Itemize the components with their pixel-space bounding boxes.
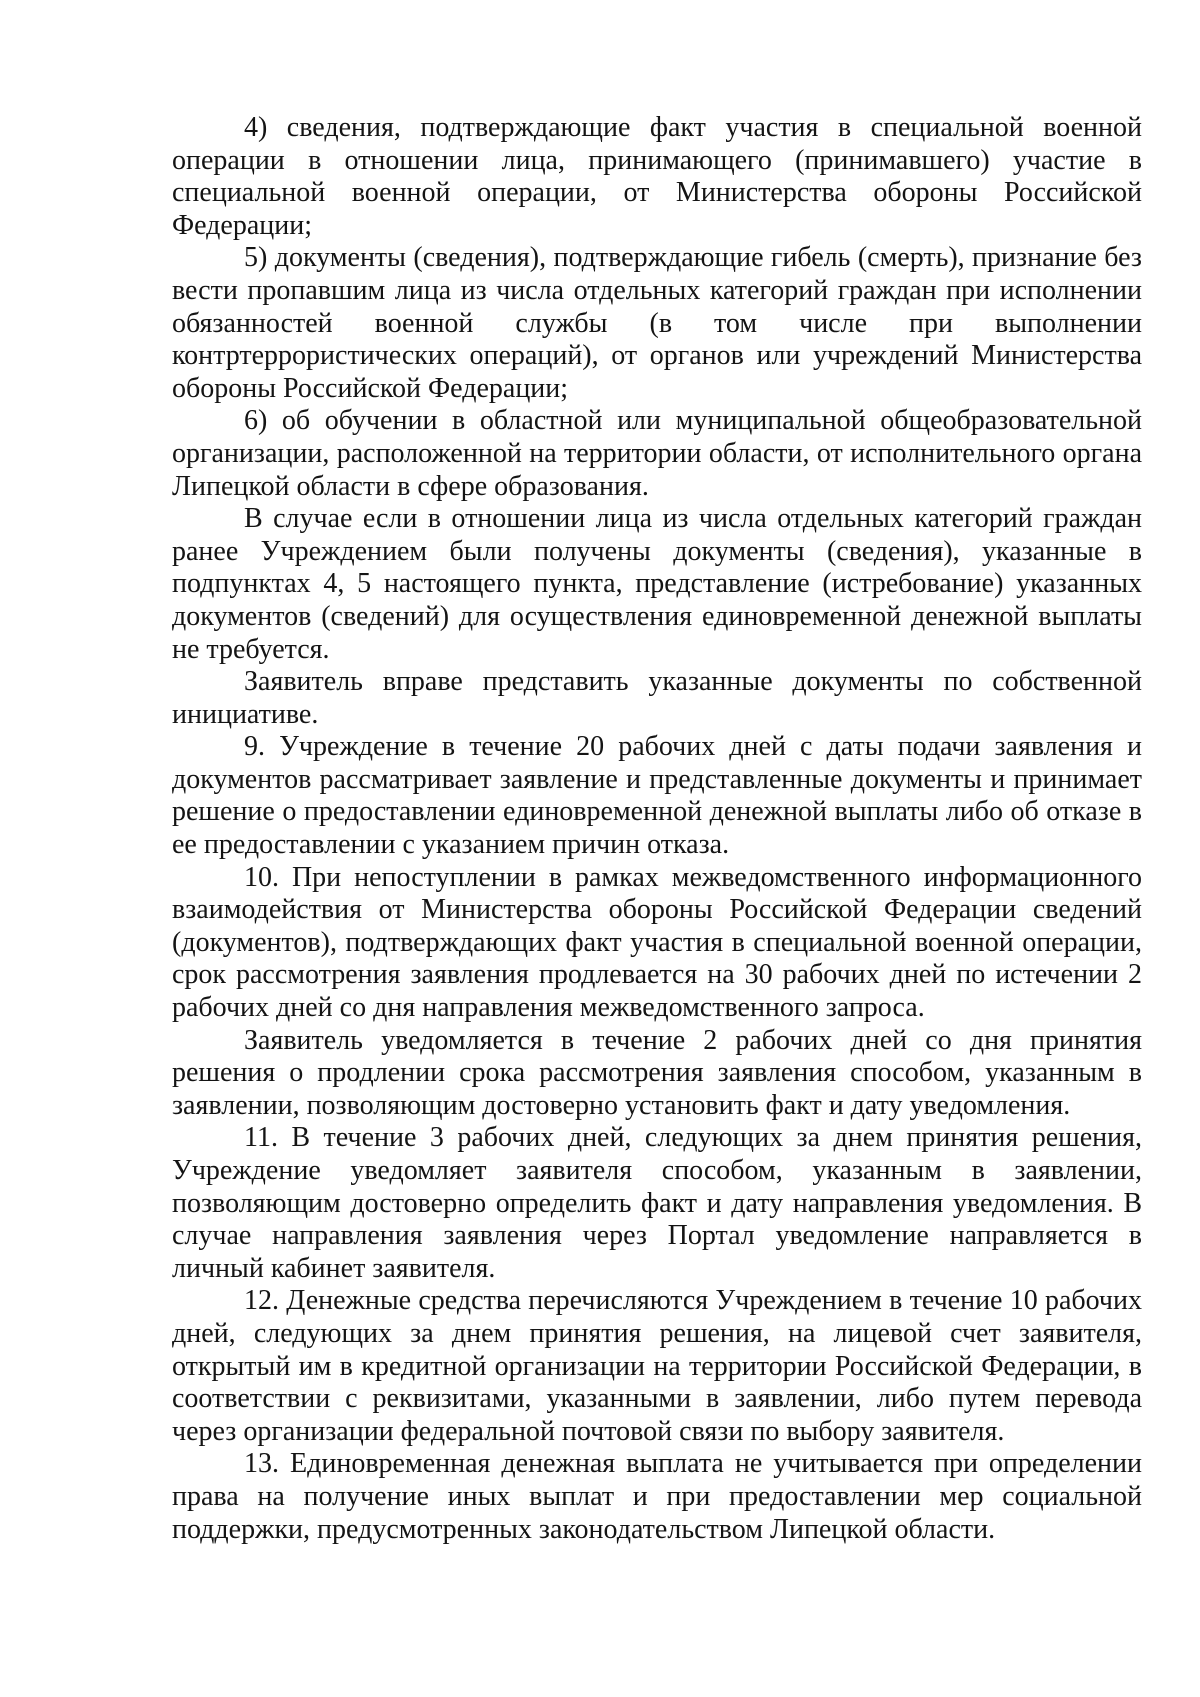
paragraph-previous-documents-note: В случае если в отношении лица из числа отдельных категорий граждан ранее Учреждением были получены документы (сведения), указанные в подпунктах 4, 5 настоящего пункта, представление (истребование) указанных документов (сведений) для осуществления единовременной денежной выплаты не требуется.	[172, 503, 1142, 665]
paragraph-item-5: 5) документы (сведения), подтверждающие гибель (смерть), признание без вести пропавшим лица из числа отдельных категорий граждан при исполнении обязанностей военной службы (в том числе при выполнении контртеррористических операций), от органов или учреждений Министерства обороны Российской Федерации;	[172, 242, 1142, 404]
paragraph-item-4: 4) сведения, подтверждающие факт участия в специальной военной операции в отношении лица, принимающего (принимавшего) участие в специальной военной операции, от Министерства обороны Российской Федерации;	[172, 112, 1142, 241]
document-body	[172, 112, 1142, 1546]
paragraph-own-initiative-note: Заявитель вправе представить указанные документы по собственной инициативе.	[172, 666, 1142, 730]
paragraph-clause-11: 11. В течение 3 рабочих дней, следующих за днем принятия решения, Учреждение уведомляет заявителя способом, указанным в заявлении, позволяющим достоверно определить факт и дату направления уведомления. В случае направления заявления через Портал уведомление направляется в личный кабинет заявителя.	[172, 1122, 1142, 1284]
paragraph-clause-10: 10. При непоступлении в рамках межведомственного информационного взаимодействия от Министерства обороны Российской Федерации сведений (документов), подтверждающих факт участия в специальной военной операции, срок рассмотрения заявления продлевается на 30 рабочих дней по истечении 2 рабочих дней со дня направления межведомственного запроса.	[172, 861, 1142, 1024]
paragraph-item-6: 6) об обучении в областной или муниципальной общеобразовательной организации, расположенной на территории области, от исполнительного органа Липецкой области в сфере образования.	[172, 405, 1142, 502]
paragraph-extension-notice: Заявитель уведомляется в течение 2 рабочих дней со дня принятия решения о продлении срока рассмотрения заявления способом, указанным в заявлении, позволяющим достоверно установить факт и дату уведомления.	[172, 1024, 1142, 1121]
paragraph-clause-12: 12. Денежные средства перечисляются Учреждением в течение 10 рабочих дней, следующих за днем принятия решения, на лицевой счет заявителя, открытый им в кредитной организации на территории Российской Федерации, в соответствии с реквизитами, указанными в заявлении, либо путем перевода через организации федеральной почтовой связи по выбору заявителя.	[172, 1285, 1142, 1447]
paragraph-clause-13: 13. Единовременная денежная выплата не учитывается при определении права на получение иных выплат и при предоставлении мер социальной поддержки, предусмотренных законодательством Липецкой области.	[172, 1448, 1142, 1545]
paragraph-clause-9: 9. Учреждение в течение 20 рабочих дней с даты подачи заявления и документов рассматривает заявление и представленные документы и принимает решение о предоставлении единовременной денежной выплаты либо об отказе в ее предоставлении с указанием причин отказа.	[172, 731, 1142, 861]
